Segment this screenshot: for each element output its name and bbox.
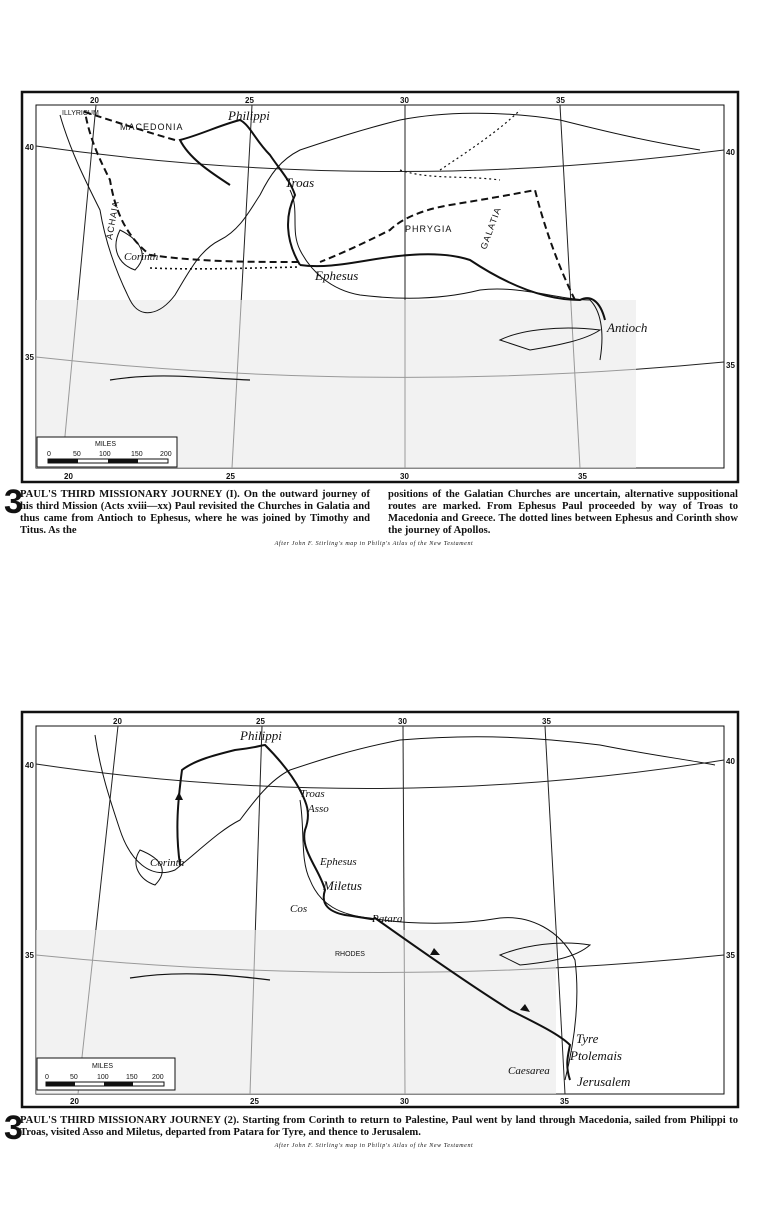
region-illyricum: ILLYRICUM [62,110,99,117]
place-corinth: Corinth [124,251,159,263]
caption-1-column-2: positions of the Galatian Churches are uncertain, alternative suppositional routes are marked. From Ephesus Paul proceeded by way of Troas to Macedonia and Greece. The dotted lines between Ephesus and Corinth show the journey of Apollos. [388,489,738,536]
place-cos: Cos [290,903,308,915]
miles-scale [37,1058,175,1090]
lat-label-left-40: 40 [25,143,34,152]
grid-label-bottom-35: 35 [560,1097,569,1106]
place-corinth: Corinth [150,857,185,869]
grid-label-top-20: 20 [90,96,99,105]
place-asso: Asso [308,803,329,815]
place-patara: Patara [372,913,403,925]
svg-text:150: 150 [126,1074,138,1081]
place-troas: Troas [285,175,315,190]
place-miletus: Miletus [323,878,362,893]
grid-label-bottom-25: 25 [226,472,235,481]
lat-label-right-40: 40 [726,148,735,157]
place-caesarea: Caesarea [508,1065,550,1077]
region-rhodes: RHODES [335,951,365,958]
svg-text:50: 50 [70,1074,78,1081]
place-philippi: Philippi [240,728,282,743]
scale-title: MILES [95,441,117,448]
lat-label-right-35: 35 [726,951,735,960]
svg-text:150: 150 [131,451,143,458]
svg-text:200: 200 [152,1074,164,1081]
lat-label-right-40: 40 [726,757,735,766]
region-galatia: GALATIA [478,205,504,251]
lat-label-right-35: 35 [726,361,735,370]
lat-label-left-40: 40 [25,761,34,770]
region-achaia: ACHAIA [104,199,121,241]
caption-map-2 [4,1109,744,1158]
grid-label-top-35: 35 [542,717,551,726]
svg-text:50: 50 [73,451,81,458]
grid-label-bottom-20: 20 [64,472,73,481]
grid-label-bottom-20: 20 [70,1097,79,1106]
grid-label-top-35: 35 [556,96,565,105]
caption-1-column-1: PAUL'S THIRD MISSIONARY JOURNEY (I). On the outward journey of his third Mission (Acts xviii—xx) Paul revisited the Churches in Galatia and thus came from Antioch to Ephesus, where he was joined by Timothy and Titus. As the [20,489,370,536]
latitude-40-line [36,760,724,789]
place-troas: Troas [300,788,325,800]
caption-1-credit: After John F. Stirling's map in Philip's Atlas of the New Testament [274,541,474,547]
svg-text:200: 200 [160,451,172,458]
scale-title: MILES [92,1063,114,1070]
grid-label-bottom-30: 30 [400,472,409,481]
grid-label-top-20: 20 [113,717,122,726]
region-phrygia: PHRYGIA [405,224,453,234]
place-antioch: Antioch [607,320,648,335]
grid-label-top-25: 25 [245,96,254,105]
place-philippi: Philippi [228,108,270,123]
figure-number: 3 [4,483,23,521]
region-macedonia: MACEDONIA [120,122,184,132]
grid-label-top-25: 25 [256,717,265,726]
grid-label-bottom-25: 25 [250,1097,259,1106]
caption-2-text: PAUL'S THIRD MISSIONARY JOURNEY (2). Starting from Corinth to return to Palestine, Paul went by land through Macedonia, sailed from Philippi to Troas, visited Asso and Miletus, departed from Patara for Tyre, and thence to Jerusalem. [20,1115,738,1138]
grid-label-bottom-30: 30 [400,1097,409,1106]
place-tyre: Tyre [576,1031,599,1046]
place-ptolemais: Ptolemais [570,1048,622,1063]
place-ephesus: Ephesus [315,268,359,283]
grid-label-bottom-35: 35 [578,472,587,481]
svg-text:0: 0 [45,1074,49,1081]
grid-label-top-30: 30 [398,717,407,726]
grid-label-top-30: 30 [400,96,409,105]
lat-label-left-35: 35 [25,951,34,960]
svg-text:100: 100 [99,451,111,458]
place-jerusalem: Jerusalem [577,1074,631,1089]
place-ephesus: Ephesus [320,856,357,868]
svg-text:0: 0 [47,451,51,458]
caption-2-credit: After John F. Stirling's map in Philip's Atlas of the New Testament [274,1143,474,1149]
lat-label-left-35: 35 [25,353,34,362]
svg-text:100: 100 [97,1074,109,1081]
figure-number: 3 [4,1109,23,1147]
